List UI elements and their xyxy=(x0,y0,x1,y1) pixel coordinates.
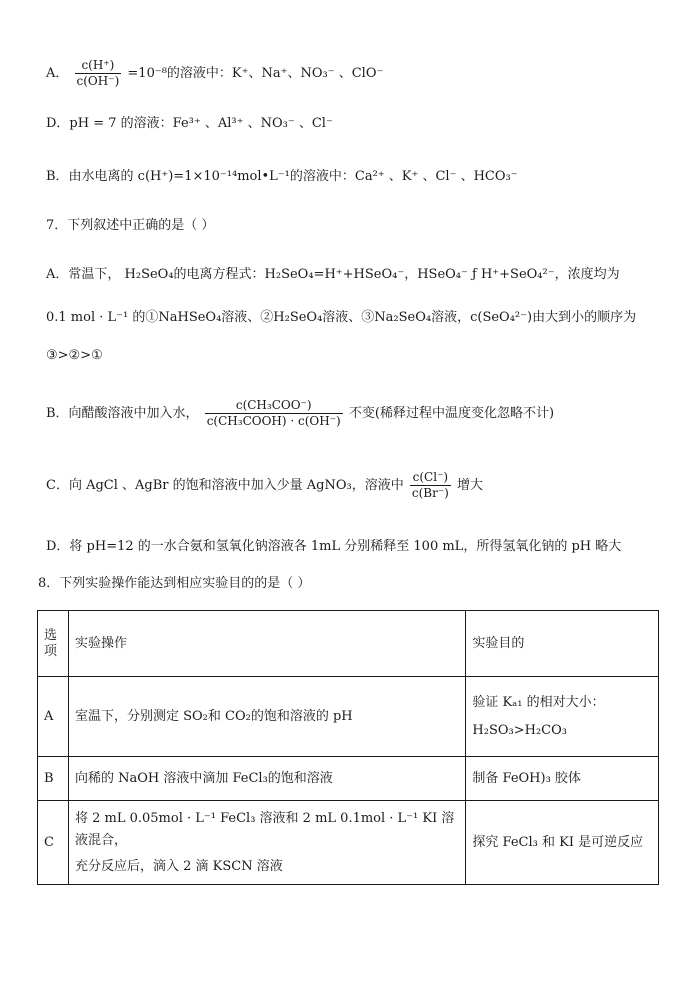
row-option: A xyxy=(38,677,69,757)
q7-option-a-line1: A．常温下， H₂SeO₄的电离方程式：H₂SeO₄=H⁺+HSeO₄⁻，HSeO₄⁻ ƒ H⁺+SeO₄²⁻，浓度均为 xyxy=(46,267,620,282)
table-header-row xyxy=(38,611,659,677)
row-operation: 向稀的 NaOH 溶液中滴加 FeCl₃的饱和溶液 xyxy=(68,757,465,801)
question-7: 7．下列叙述中正确的是（ ） xyxy=(46,218,215,233)
table-row xyxy=(38,677,659,757)
header-option: 选项 xyxy=(38,611,69,677)
fraction-h-oh xyxy=(75,58,122,89)
fraction-numerator: c(Cl⁻) xyxy=(410,470,451,486)
fraction-numerator: c(CH₃COO⁻) xyxy=(205,398,343,414)
q7-option-a-line2: 0.1 mol · L⁻¹ 的①NaHSeO₄溶液、②H₂SeO₄溶液、③Na₂SeO₄溶液，c(SeO₄²⁻)由大到小的顺序为 xyxy=(46,310,637,325)
fraction-denominator: c(Br⁻) xyxy=(411,486,449,500)
table-row xyxy=(38,757,659,801)
option-d: D．pH = 7 的溶液：Fe³⁺ 、Al³⁺ 、NO₃⁻ 、Cl⁻ xyxy=(46,116,333,131)
fraction-denominator: c(CH₃COOH) · c(OH⁻) xyxy=(206,414,341,428)
fraction-numerator: c(H⁺) xyxy=(75,58,122,74)
row-goal: 验证 Kₐ₁ 的相对大小： H₂SO₃>H₂CO₃ xyxy=(466,677,659,757)
table-row xyxy=(38,801,659,885)
q7-option-d: D．将 pH=12 的一水合氨和氢氧化钠溶液各 1mL 分别稀释至 100 mL，所得氢氧化钠的 pH 略大 xyxy=(46,539,622,554)
row-option: C xyxy=(38,801,69,885)
row-operation: 将 2 mL 0.05mol · L⁻¹ FeCl₃ 溶液和 2 mL 0.1mol · L⁻¹ KI 溶液混合， 充分反应后，滴入 2 滴 KSCN 溶液 xyxy=(68,801,465,885)
fraction-cl-br xyxy=(410,470,451,501)
row-operation: 室温下，分别测定 SO₂和 CO₂的饱和溶液的 pH xyxy=(68,677,465,757)
option-b: B．由水电离的 c(H⁺)=1×10⁻¹⁴mol•L⁻¹的溶液中：Ca²⁺ 、K⁺ 、Cl⁻ 、HCO₃⁻ xyxy=(46,169,518,184)
fraction-denominator: c(OH⁻) xyxy=(76,74,120,88)
fraction-acetate xyxy=(205,398,343,429)
q7-option-a-line3: ③>②>① xyxy=(46,348,103,363)
row-goal: 探究 FeCl₃ 和 KI 是可逆反应 xyxy=(466,801,659,885)
row-goal: 制备 FeOH)₃ 胶体 xyxy=(466,757,659,801)
row-option: B xyxy=(38,757,69,801)
experiment-table xyxy=(37,610,659,885)
question-8: 8．下列实验操作能达到相应实验目的的是（ ） xyxy=(38,576,311,591)
header-goal: 实验目的 xyxy=(466,611,659,677)
q7-option-b: B．向醋酸溶液中加入水， $\frac{\text{c(CH₃COO⁻)}}{\text{c(CH₃COOH) · c(OH⁻)}}$ 不变(稀释过程中温度变化忽略不计) xyxy=(46,398,555,428)
q7-option-c: C．向 AgCl 、AgBr 的饱和溶液中加入少量 AgNO₃，溶液中 $\frac{c(Cl^-)}{c(Br^-)}$ 增大 xyxy=(46,470,484,500)
option-a: A． $\frac{c(H^+)}{c(OH^-)}$ =10⁻⁸的溶液中：K⁺、Na⁺、NO₃⁻ 、ClO⁻ xyxy=(46,58,384,88)
header-operation: 实验操作 xyxy=(68,611,465,677)
